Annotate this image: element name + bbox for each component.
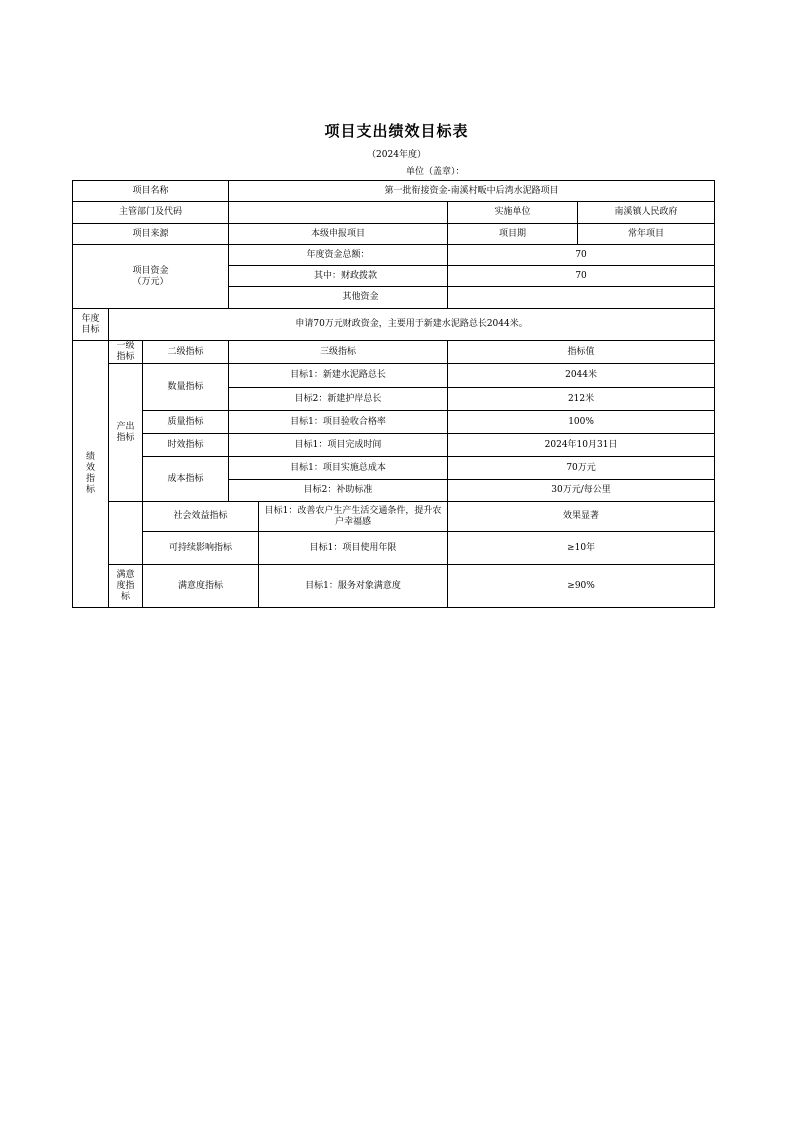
dept-value: [229, 202, 448, 224]
project-name-value: 第一批衔接资金-南溪村畈中后湾水泥路项目: [229, 181, 715, 202]
quantity-indicator-label: 数量指标: [143, 364, 229, 411]
dept-label: 主管部门及代码: [73, 202, 229, 224]
period-value: 常年项目: [578, 224, 715, 245]
quantity-target-2: 目标2：新建护岸总长: [229, 388, 448, 411]
output-label-line2: 指标: [116, 432, 135, 443]
row-social: [73, 502, 715, 532]
funds-other-label: 其他资金: [229, 287, 448, 309]
quality-value-1: 100%: [448, 411, 715, 434]
report-year: （2024年度）: [367, 150, 426, 160]
row-cost-1: [73, 457, 715, 480]
funds-label-line1: 项目资金: [132, 265, 169, 276]
perf-label-char: 指: [85, 474, 95, 484]
row-annual-goal: [73, 309, 715, 341]
row-source: [73, 224, 715, 245]
funds-fiscal-label: 其中：财政拨款: [229, 266, 448, 287]
satisfaction-l1-line: 满意: [116, 569, 135, 580]
performance-target-table: [72, 180, 715, 608]
perf-label-char: 效: [85, 463, 95, 473]
funds-label-line2: （万元）: [132, 276, 169, 287]
social-indicator-label: 社会效益指标: [143, 502, 259, 532]
row-perf-header: [73, 341, 715, 364]
annual-goal-text: 申请70万元财政资金，主要用于新建水泥路总长2044米。: [109, 309, 715, 341]
benefit-indicator-label: [109, 502, 143, 565]
satisfaction-l1-line: 标: [120, 591, 130, 602]
header-level1-line1: 一级: [116, 341, 135, 351]
satisfaction-level1-label: [109, 565, 143, 608]
output-label-line1: 产出: [116, 421, 135, 432]
source-label: 项目来源: [73, 224, 229, 245]
period-label: 项目期: [448, 224, 578, 245]
impl-unit-value: 南溪镇人民政府: [578, 202, 715, 224]
annual-goal-label-line1: 年度: [81, 313, 100, 324]
unit-stamp-label: 单位（盖章）：: [406, 167, 465, 177]
funds-label: [73, 245, 229, 309]
satisfaction-indicator-label: 满意度指标: [143, 565, 259, 608]
header-value: 指标值: [448, 341, 715, 364]
header-level3: 三级指标: [229, 341, 448, 364]
quantity-value-2: 212米: [448, 388, 715, 411]
social-value-1: 效果显著: [448, 502, 715, 532]
perf-label: [73, 341, 109, 608]
timeliness-target-1: 目标1：项目完成时间: [229, 434, 448, 457]
header-level1: [109, 341, 143, 364]
satisfaction-target-1: 目标1：服务对象满意度: [259, 565, 448, 608]
header-level2: 二级指标: [143, 341, 229, 364]
satisfaction-l1-line: 度指: [116, 580, 135, 591]
row-project-name: [73, 181, 715, 202]
sustain-value-1: ≥10年: [448, 532, 715, 565]
cost-value-1: 70万元: [448, 457, 715, 480]
impl-unit-label: 实施单位: [448, 202, 578, 224]
timeliness-value-1: 2024年10月31日: [448, 434, 715, 457]
funds-total-value: 70: [448, 245, 715, 266]
row-quantity-1: [73, 364, 715, 388]
quantity-value-1: 2044米: [448, 364, 715, 388]
funds-total-label: 年度资金总额：: [229, 245, 448, 266]
quality-target-1: 目标1：项目验收合格率: [229, 411, 448, 434]
sustain-indicator-label: 可持续影响指标: [143, 532, 259, 565]
cost-indicator-label: 成本指标: [143, 457, 229, 502]
row-timeliness: [73, 434, 715, 457]
sustain-target-1: 目标1：项目使用年限: [259, 532, 448, 565]
row-funds-total: [73, 245, 715, 266]
cost-target-1: 目标1：项目实施总成本: [229, 457, 448, 480]
annual-goal-label-line2: 目标: [81, 324, 100, 335]
cost-target-2: 目标2：补助标准: [229, 480, 448, 502]
quantity-target-1: 目标1：新建水泥路总长: [229, 364, 448, 388]
cost-value-2: 30万元/每公里: [448, 480, 715, 502]
page-title: 项目支出绩效目标表: [324, 122, 469, 140]
satisfaction-value-1: ≥90%: [448, 565, 715, 608]
annual-goal-label: [73, 309, 109, 341]
row-sustain: [73, 532, 715, 565]
perf-label-char: 绩: [85, 452, 95, 462]
source-value: 本级申报项目: [229, 224, 448, 245]
row-satisfaction: [73, 565, 715, 608]
row-quality: [73, 411, 715, 434]
timeliness-indicator-label: 时效指标: [143, 434, 229, 457]
project-name-label: 项目名称: [73, 181, 229, 202]
output-indicator-label: [109, 364, 143, 502]
funds-other-value: [448, 287, 715, 309]
social-target-1: 目标1：改善农户生产生活交通条件，提升农户幸福感: [259, 502, 448, 532]
perf-label-char: 标: [85, 485, 95, 495]
quality-indicator-label: 质量指标: [143, 411, 229, 434]
funds-fiscal-value: 70: [448, 266, 715, 287]
row-department: [73, 202, 715, 224]
header-level1-line2: 指标: [116, 352, 135, 362]
